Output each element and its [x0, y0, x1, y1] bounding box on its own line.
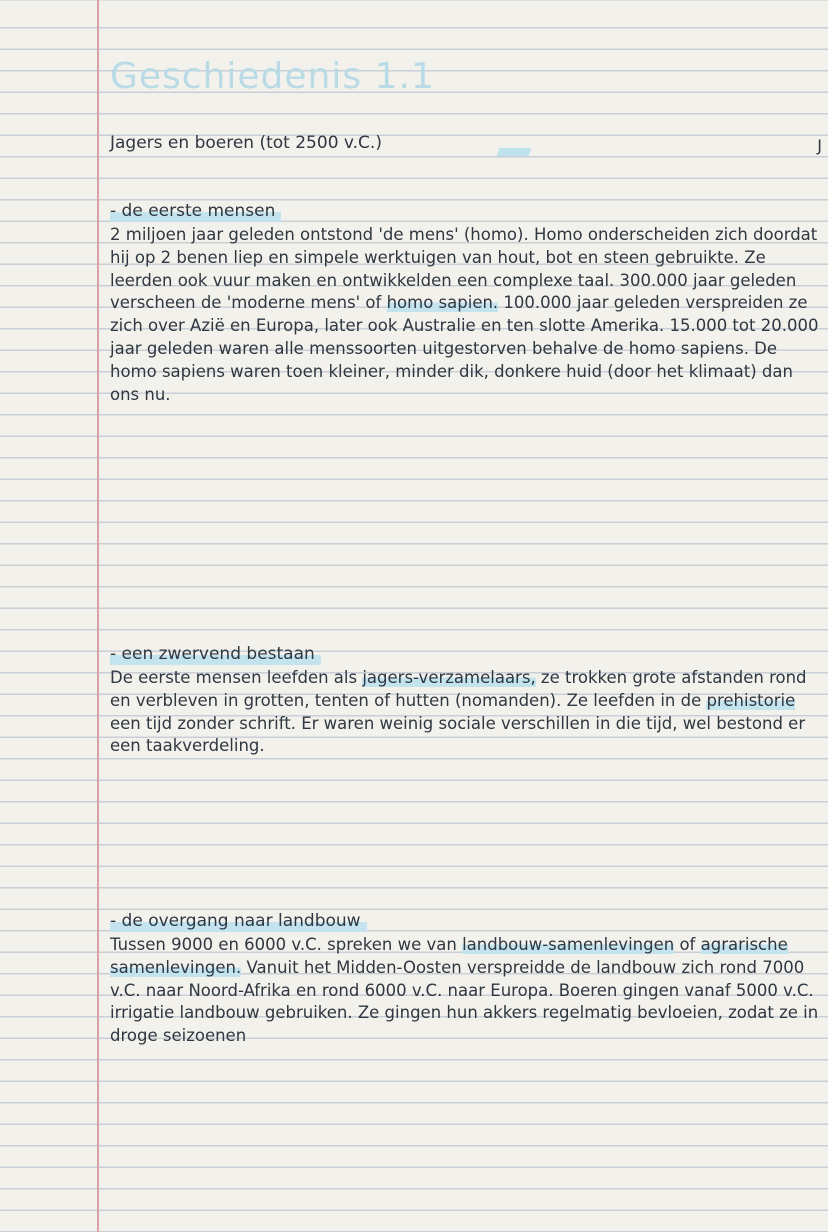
page-title: Geschiedenis 1.1	[110, 56, 435, 97]
body-text-part: ze trokken grote afstanden rond en verbleven in grotten, tenten of hutten (nomanden). Ze leefden in de	[110, 668, 807, 710]
section-body	[110, 667, 822, 758]
body-text-part: 2 miljoen jaar geleden ontstond 'de mens' (homo). Homo onderscheiden zich doordat hij op 2 benen liep en simpele werktuigen van hout, bot en steen gebruikte. Ze leerden ook vuur maken en ontwikkelden een complexe taal. 300.000 jaar geleden verscheen de 'moderne mens' of	[110, 225, 818, 313]
subtitle-highlight-mark	[497, 148, 532, 156]
highlighted-term: landbouw-samenlevingen	[462, 935, 675, 954]
margin-line	[97, 0, 99, 1232]
section-heading: - een zwervend bestaan	[110, 643, 321, 665]
body-text-part: een tijd zonder schrift. Er waren weinig sociale verschillen in die tijd, wel bestond er een taakverdeling.	[110, 713, 806, 756]
body-text-part: 100.000 jaar geleden verspreiden ze zich over Azië en Europa, later ook Australie en ten slotte Amerika. 15.000 tot 20.000 jaar geleden waren alle menssoorten uitgestorven behalve de homo sapiens. De homo sapiens waren toen kleiner, minder dik, donkere huid (door het klimaat) dan ons nu.	[110, 293, 819, 404]
body-text-part: of	[674, 935, 701, 954]
section-eerste-mensen	[110, 200, 822, 406]
highlighted-term: homo sapien.	[386, 293, 499, 313]
section-heading: - de eerste mensen	[110, 200, 281, 222]
section-overgang-landbouw	[110, 910, 822, 1048]
highlighted-term: prehistorie	[706, 690, 796, 710]
section-heading: - de overgang naar landbouw	[110, 910, 367, 932]
chapter-subtitle: Jagers en boeren (tot 2500 v.C.)	[110, 133, 382, 153]
section-body	[110, 224, 822, 406]
section-zwervend-bestaan	[110, 643, 822, 758]
highlighted-term: jagers-verzamelaars,	[362, 668, 536, 687]
edge-mark: J	[817, 136, 822, 155]
highlighted-term: agrarische samenlevingen.	[110, 935, 788, 977]
body-text-part: De eerste mensen leefden als	[110, 668, 363, 687]
section-body	[110, 934, 822, 1048]
body-text-part: Tussen 9000 en 6000 v.C. spreken we van	[110, 935, 463, 954]
body-text-part: Vanuit het Midden-Oosten verspreidde de landbouw zich rond 7000 v.C. naar Noord-Afrika en rond 6000 v.C. naar Europa. Boeren gingen vanaf 5000 v.C. irrigatie landbouw gebruiken. Ze gingen hun akkers regelmatig bevloeien, zodat ze in droge seizoenen	[110, 957, 819, 1046]
